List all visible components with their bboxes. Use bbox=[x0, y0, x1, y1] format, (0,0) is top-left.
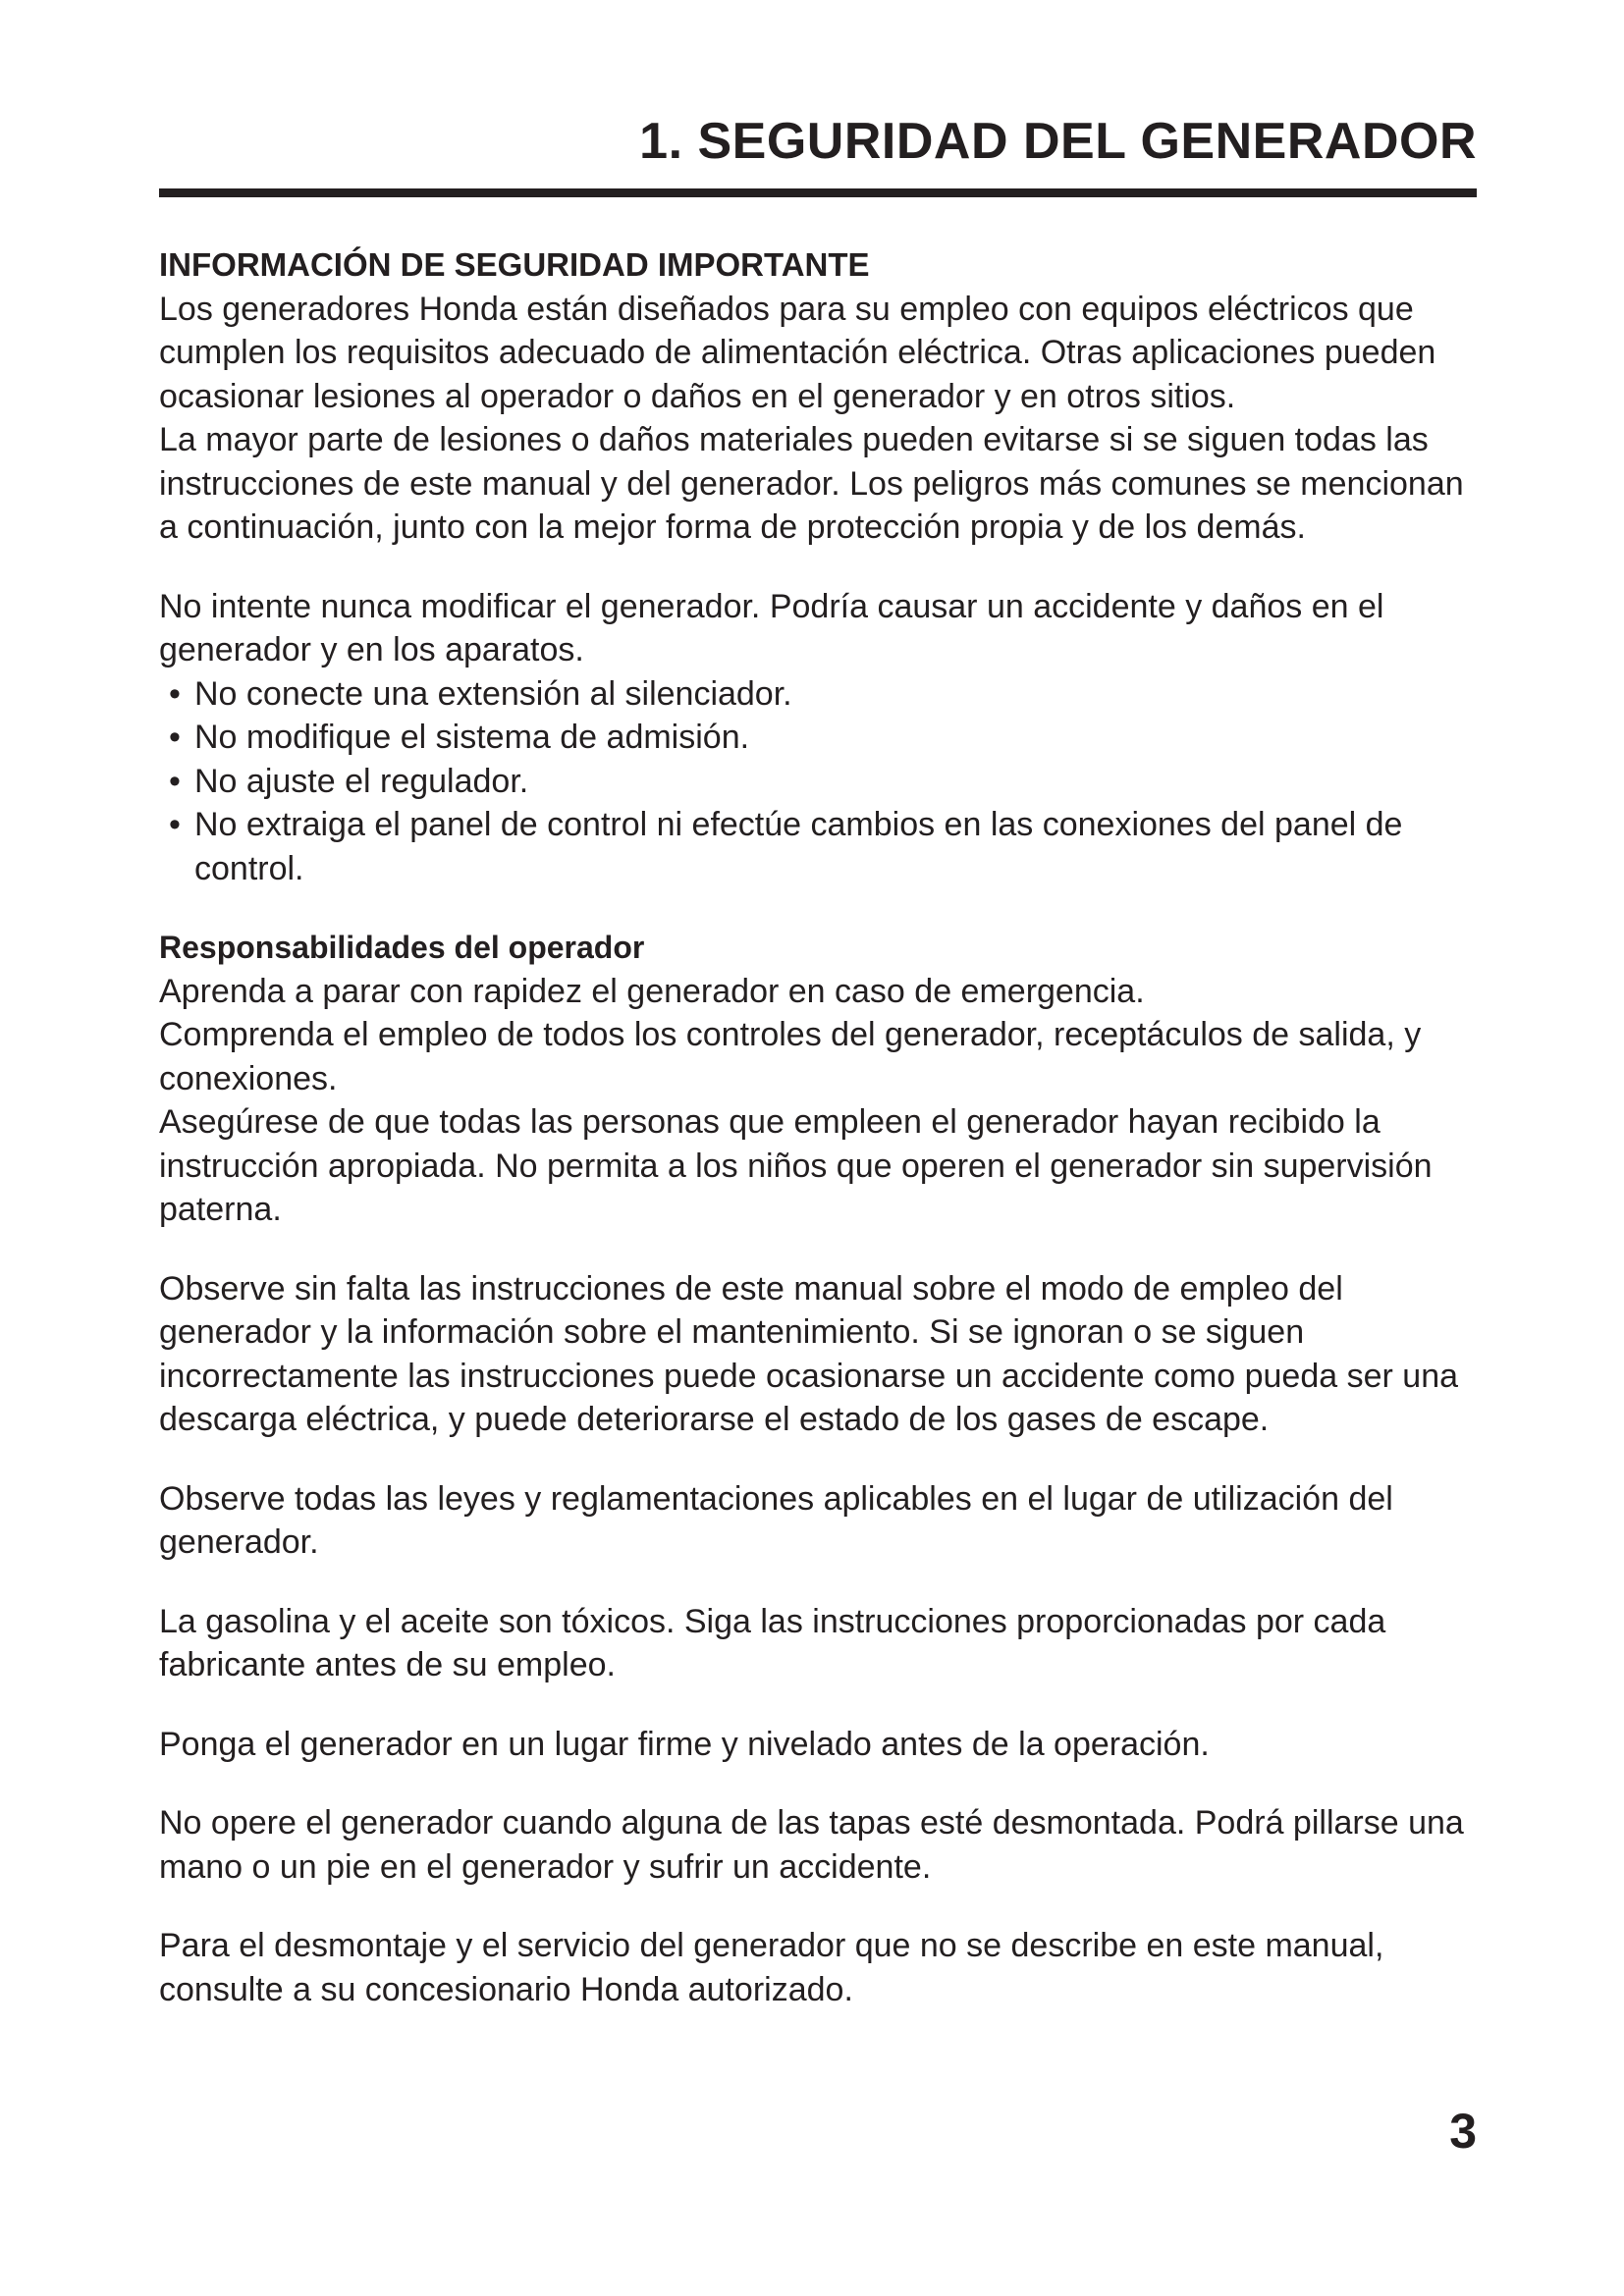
page-content bbox=[159, 243, 1477, 2011]
service-paragraph: Para el desmontaje y el servicio del generador que no se describe en este manual, consulte a su concesionario Honda autorizado. bbox=[159, 1927, 1384, 2008]
list-item bbox=[159, 716, 1477, 760]
operator-heading: Responsabilidades del operador bbox=[159, 930, 645, 965]
intro-paragraph-1: Los generadores Honda están diseñados para su empleo con equipos eléctricos que cumplen los requisitos adecuado de alimentación eléctrica. Otras aplicaciones pueden ocasionar lesiones al operador o daños en el generador y en otros sitios. bbox=[159, 290, 1436, 415]
bullet-icon: • bbox=[169, 719, 181, 756]
operator-line-2: Comprenda el empleo de todos los controles del generador, receptáculos de salida, y conexiones. bbox=[159, 1016, 1422, 1097]
page-title: 1. SEGURIDAD DEL GENERADOR bbox=[639, 113, 1477, 170]
list-item-text: No modifique el sistema de admisión. bbox=[194, 719, 750, 756]
list-item bbox=[159, 672, 1477, 717]
page-number: 3 bbox=[1449, 2104, 1477, 2159]
modify-warning-paragraph: No intente nunca modificar el generador. Podría causar un accidente y daños en el generador y en los aparatos. bbox=[159, 587, 1384, 668]
operator-line-1: Aprenda a parar con rapidez el generador en caso de emergencia. bbox=[159, 972, 1145, 1010]
operator-line-3: Asegúrese de que todas las personas que empleen el generador hayan recibido la instrucción apropiada. No permita a los niños que operen el generador sin supervisión paterna. bbox=[159, 1103, 1433, 1228]
placement-paragraph: Ponga el generador en un lugar firme y nivelado antes de la operación. bbox=[159, 1725, 1210, 1763]
bullet-icon: • bbox=[169, 762, 181, 800]
list-item bbox=[159, 803, 1477, 890]
list-item-text: No ajuste el regulador. bbox=[194, 762, 529, 800]
bullet-icon: • bbox=[169, 806, 181, 843]
list-item-text: No conecte una extensión al silenciador. bbox=[194, 674, 792, 713]
intro-paragraph-2: La mayor parte de lesiones o daños materiales pueden evitarse si se siguen todas las instrucciones de este manual y del generador. Los peligros más comunes se mencionan a continuación, junto con la mejor forma de protección propia y de los demás. bbox=[159, 421, 1464, 546]
list-item-text: No extraiga el panel de control ni efectúe cambios en las conexiones del panel de control. bbox=[194, 806, 1403, 887]
title-divider bbox=[159, 188, 1477, 197]
toxic-paragraph: La gasolina y el aceite son tóxicos. Siga las instrucciones proporcionadas por cada fabricante antes de su empleo. bbox=[159, 1602, 1386, 1683]
instructions-paragraph: Observe sin falta las instrucciones de este manual sobre el modo de empleo del generador y la información sobre el mantenimiento. Si se ignoran o se siguen incorrectamente las instrucciones puede ocasionarse un accidente como pueda ser una descarga eléctrica, y puede deteriorarse el estado de los gases de escape. bbox=[159, 1269, 1459, 1438]
laws-paragraph: Observe todas las leyes y reglamentaciones aplicables en el lugar de utilización del generador. bbox=[159, 1479, 1393, 1561]
section-heading: INFORMACIÓN DE SEGURIDAD IMPORTANTE bbox=[159, 246, 870, 283]
list-item bbox=[159, 760, 1477, 804]
prohibitions-list bbox=[159, 672, 1477, 891]
bullet-icon: • bbox=[169, 674, 181, 713]
covers-paragraph: No opere el generador cuando alguna de las tapas esté desmontada. Podrá pillarse una mano o un pie en el generador y sufrir un accidente. bbox=[159, 1804, 1464, 1886]
